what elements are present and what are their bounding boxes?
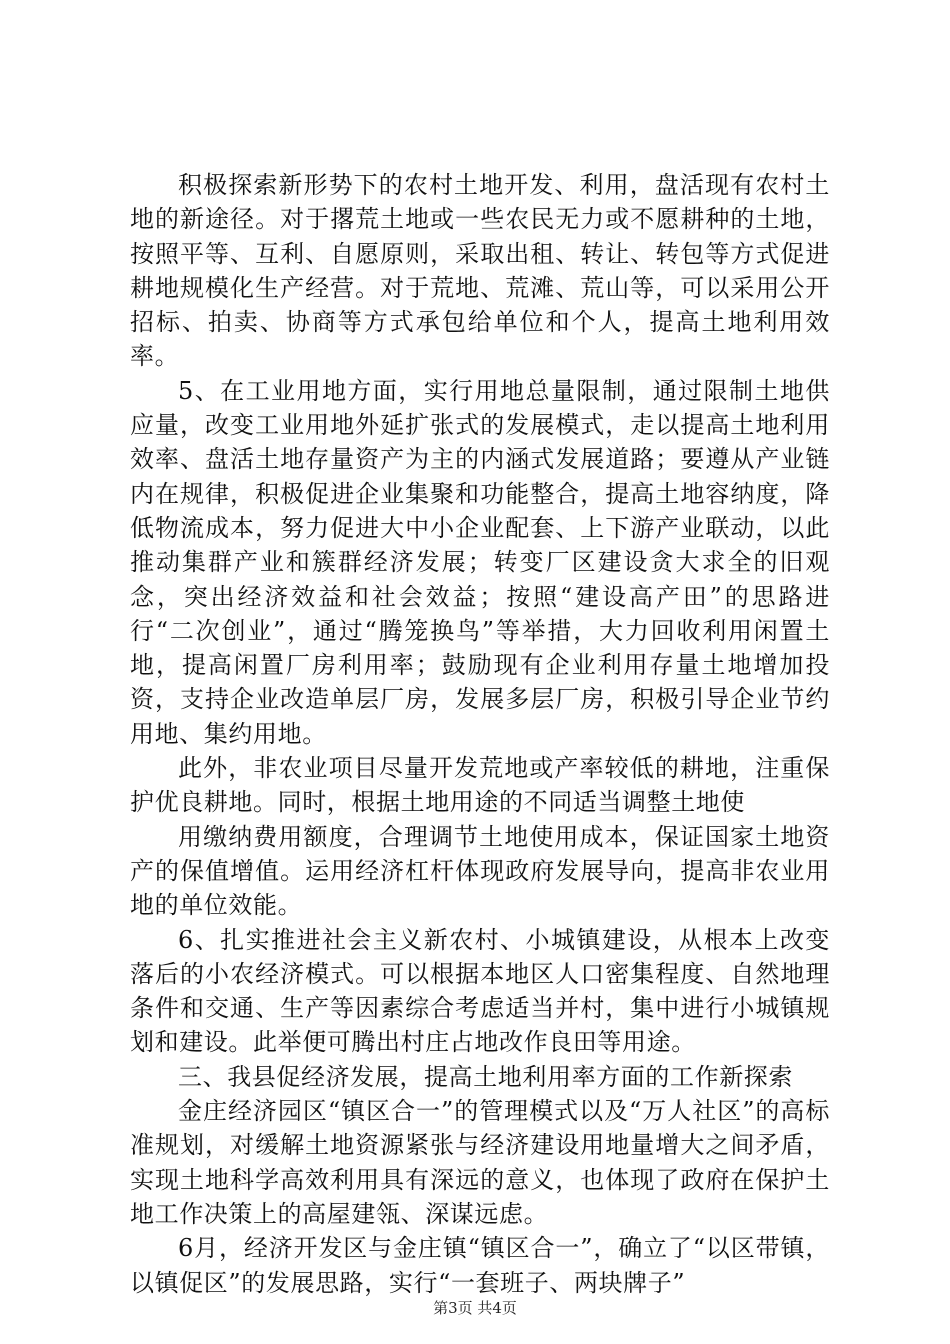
section-heading: 三、我县促经济发展，提高土地利用率方面的工作新探索 xyxy=(178,1062,793,1091)
paragraph-jinzhuang-park: 金庄经济园区“镇区合一”的管理模式以及“万人社区”的高标准规划，对缓解土地资源紧张与经济建设用地量增大之间矛盾，实现土地科学高效利用具有深远的意义，也体现了政府在保护土地工作决策上的高屋建瓴、深谋远虑。 xyxy=(130,1097,830,1228)
paragraph-june-merger: 6月，经济开发区与金庄镇“镇区合一”，确立了“以区带镇，以镇促区”的发展思路，实行“一套班子、两块牌子” xyxy=(130,1234,830,1297)
page-number-footer: 第3页 共4页 xyxy=(433,1299,517,1317)
paragraph-land-fees: 用缴纳费用额度，合理调节土地使用成本，保证国家土地资产的保值增值。运用经济杠杆体现政府发展导向，提高非农业用地的单位效能。 xyxy=(130,822,830,920)
paragraph-rural-land: 积极探索新形势下的农村土地开发、利用，盘活现有农村土地的新途径。对于撂荒土地或一些农民无力或不愿耕种的土地，按照平等、互利、自愿原则，采取出租、转让、转包等方式促进耕地规模化生产经营。对于荒地、荒滩、荒山等，可以采用公开招标、拍卖、协商等方式承包给单位和个人，提高土地利用效率。 xyxy=(130,171,830,371)
paragraph-industrial-land: 5、在工业用地方面，实行用地总量限制，通过限制土地供应量，改变工业用地外延扩张式的发展模式，走以提高土地利用效率、盘活土地存量资产为主的内涵式发展道路；要遵从产业链内在规律，积极促进企业集聚和功能整合，提高土地容纳度，降低物流成本，努力促进大中小企业配套、上下游产业联动，以此推动集群产业和簇群经济发展；转变厂区建设贪大求全的旧观念，突出经济效益和社会效益；按照“建设高产田”的思路进行“二次创业”，通过“腾笼换鸟”等举措，大力回收利用闲置土地，提高闲置厂房利用率；鼓励现有企业利用存量土地增加投资，支持企业改造单层厂房，发展多层厂房，积极引导企业节约用地、集约用地。 xyxy=(130,376,830,748)
body-text xyxy=(130,168,830,1300)
paragraph-non-agricultural: 此外，非农业项目尽量开发荒地或产率较低的耕地，注重保护优良耕地。同时，根据土地用途的不同适当调整土地使 xyxy=(130,754,830,817)
paragraph-new-countryside: 6、扎实推进社会主义新农村、小城镇建设，从根本上改变落后的小农经济模式。可以根据本地区人口密集程度、自然地理条件和交通、生产等因素综合考虑适当并村，集中进行小城镇规划和建设。此举便可腾出村庄占地改作良田等用途。 xyxy=(130,925,830,1057)
